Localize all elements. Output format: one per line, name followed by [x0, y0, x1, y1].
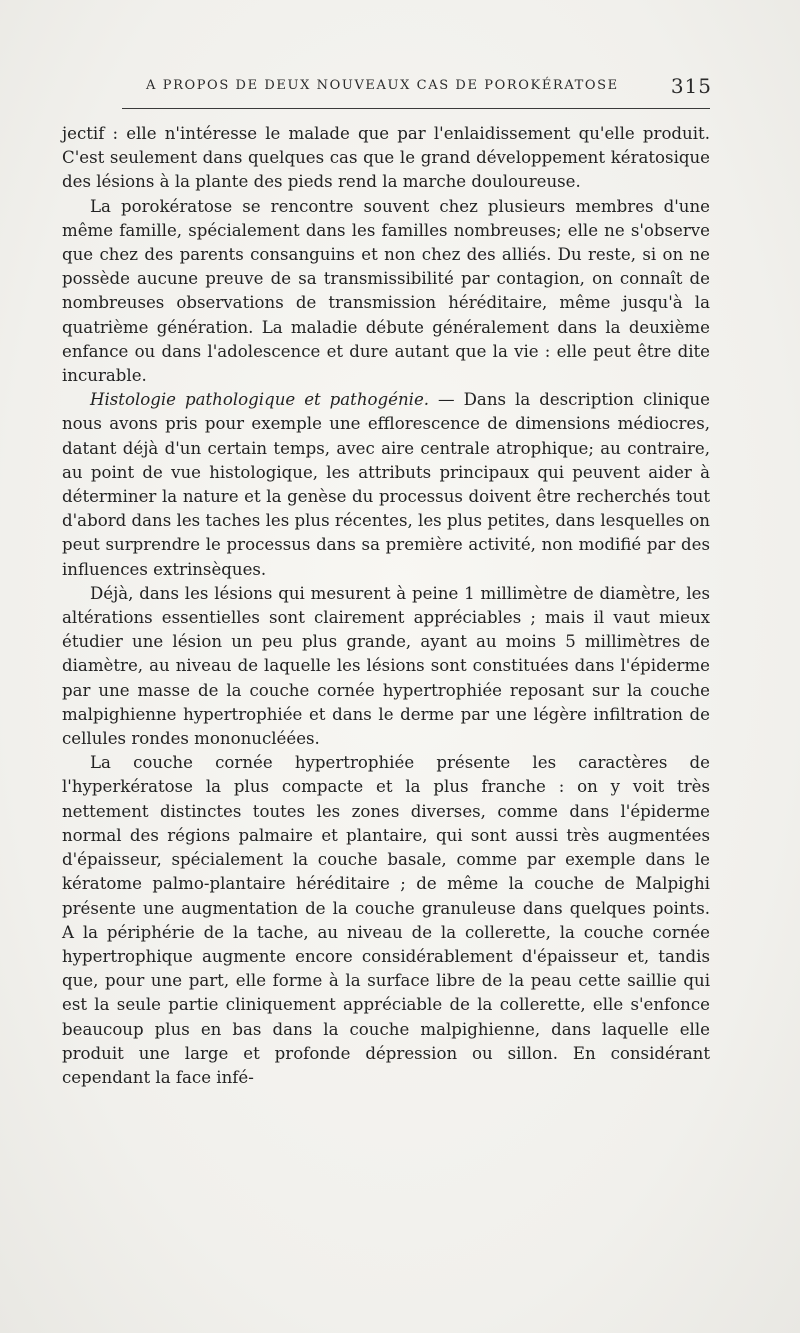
running-header — [118, 74, 712, 100]
running-title: A PROPOS DE DEUX NOUVEAUX CAS DE POROKÉRATOSE — [146, 78, 619, 93]
paragraph-1: jectif : elle n'intéresse le malade que par l'enlaidissement qu'elle produit. C'est seulement dans quelques cas que le grand développement kératosique des lésions à la plante des pieds rend la marche douloureuse. — [62, 124, 710, 192]
body-text — [62, 122, 710, 1090]
section-heading: Histologie pathologique et pathogénie. — [90, 390, 430, 410]
paragraph-3-text: — Dans la description clinique nous avons pris pour exemple une efflorescence de dimensions médiocres, datant déjà d'un certain temps, avec aire centrale atrophique; au contraire, au point de vue histologique, les attributs principaux qui peuvent aider à déterminer la nature et la genèse du processus doivent être recherchés tout d'abord dans les taches les plus récentes, les plus petites, dans lesquelles on peut surprendre le processus dans sa première activité, non modifié par des influences extrinsèques. — [62, 390, 710, 579]
paragraph-3 — [62, 388, 710, 582]
paragraph-4: Déjà, dans les lésions qui mesurent à peine 1 millimètre de diamètre, les altérations essentielles sont clairement appréciables ; mais il vaut mieux étudier une lésion un peu plus grande, ayant au moins 5 millimètres de diamètre, au niveau de laquelle les lésions sont constituées dans l'épiderme par une masse de la couche cornée hypertrophiée reposant sur la couche malpighienne hypertrophiée et dans le derme par une légère infiltration de cellules rondes mononucléées. — [62, 583, 710, 749]
paragraph-2: La porokératose se rencontre souvent chez plusieurs membres d'une même famille, spécialement dans les familles nombreuses; elle ne s'observe que chez des parents consanguins et non chez des alliés. Du reste, si on ne possède aucune preuve de sa transmissibilité par contagion, on connaît de nombreuses observations de transmission héréditaire, même jusqu'à la quatrième génération. La maladie débute généralement dans la deuxième enfance ou dans l'adolescence et dure autant que la vie : elle peut être dite incurable. — [62, 196, 710, 386]
header-rule — [122, 108, 710, 109]
page-number: 315 — [670, 74, 712, 98]
paragraph-5: La couche cornée hypertrophiée présente les caractères de l'hyperkératose la plus compacte et la plus franche : on y voit très nettement distinctes toutes les zones diverses, comme dans l'épiderme normal des régions palmaire et plantaire, qui sont aussi très augmentées d'épaisseur, spécialement la couche basale, comme par exemple dans le kératome palmo-plantaire héréditaire ; de même la couche de Malpighi présente une augmentation de la couche granuleuse dans quelques points. A la périphérie de la tache, au niveau de la collerette, la couche cornée hypertrophique augmente encore considérablement d'épaisseur et, tandis que, pour une part, elle forme à la surface libre de la peau cette saillie qui est la seule partie cliniquement appréciable de la collerette, elle s'enfonce beaucoup plus en bas dans la couche malpighienne, dans laquelle elle produit une large et profonde dépression ou sillon. En considérant cependant la face infé- — [62, 753, 710, 1087]
